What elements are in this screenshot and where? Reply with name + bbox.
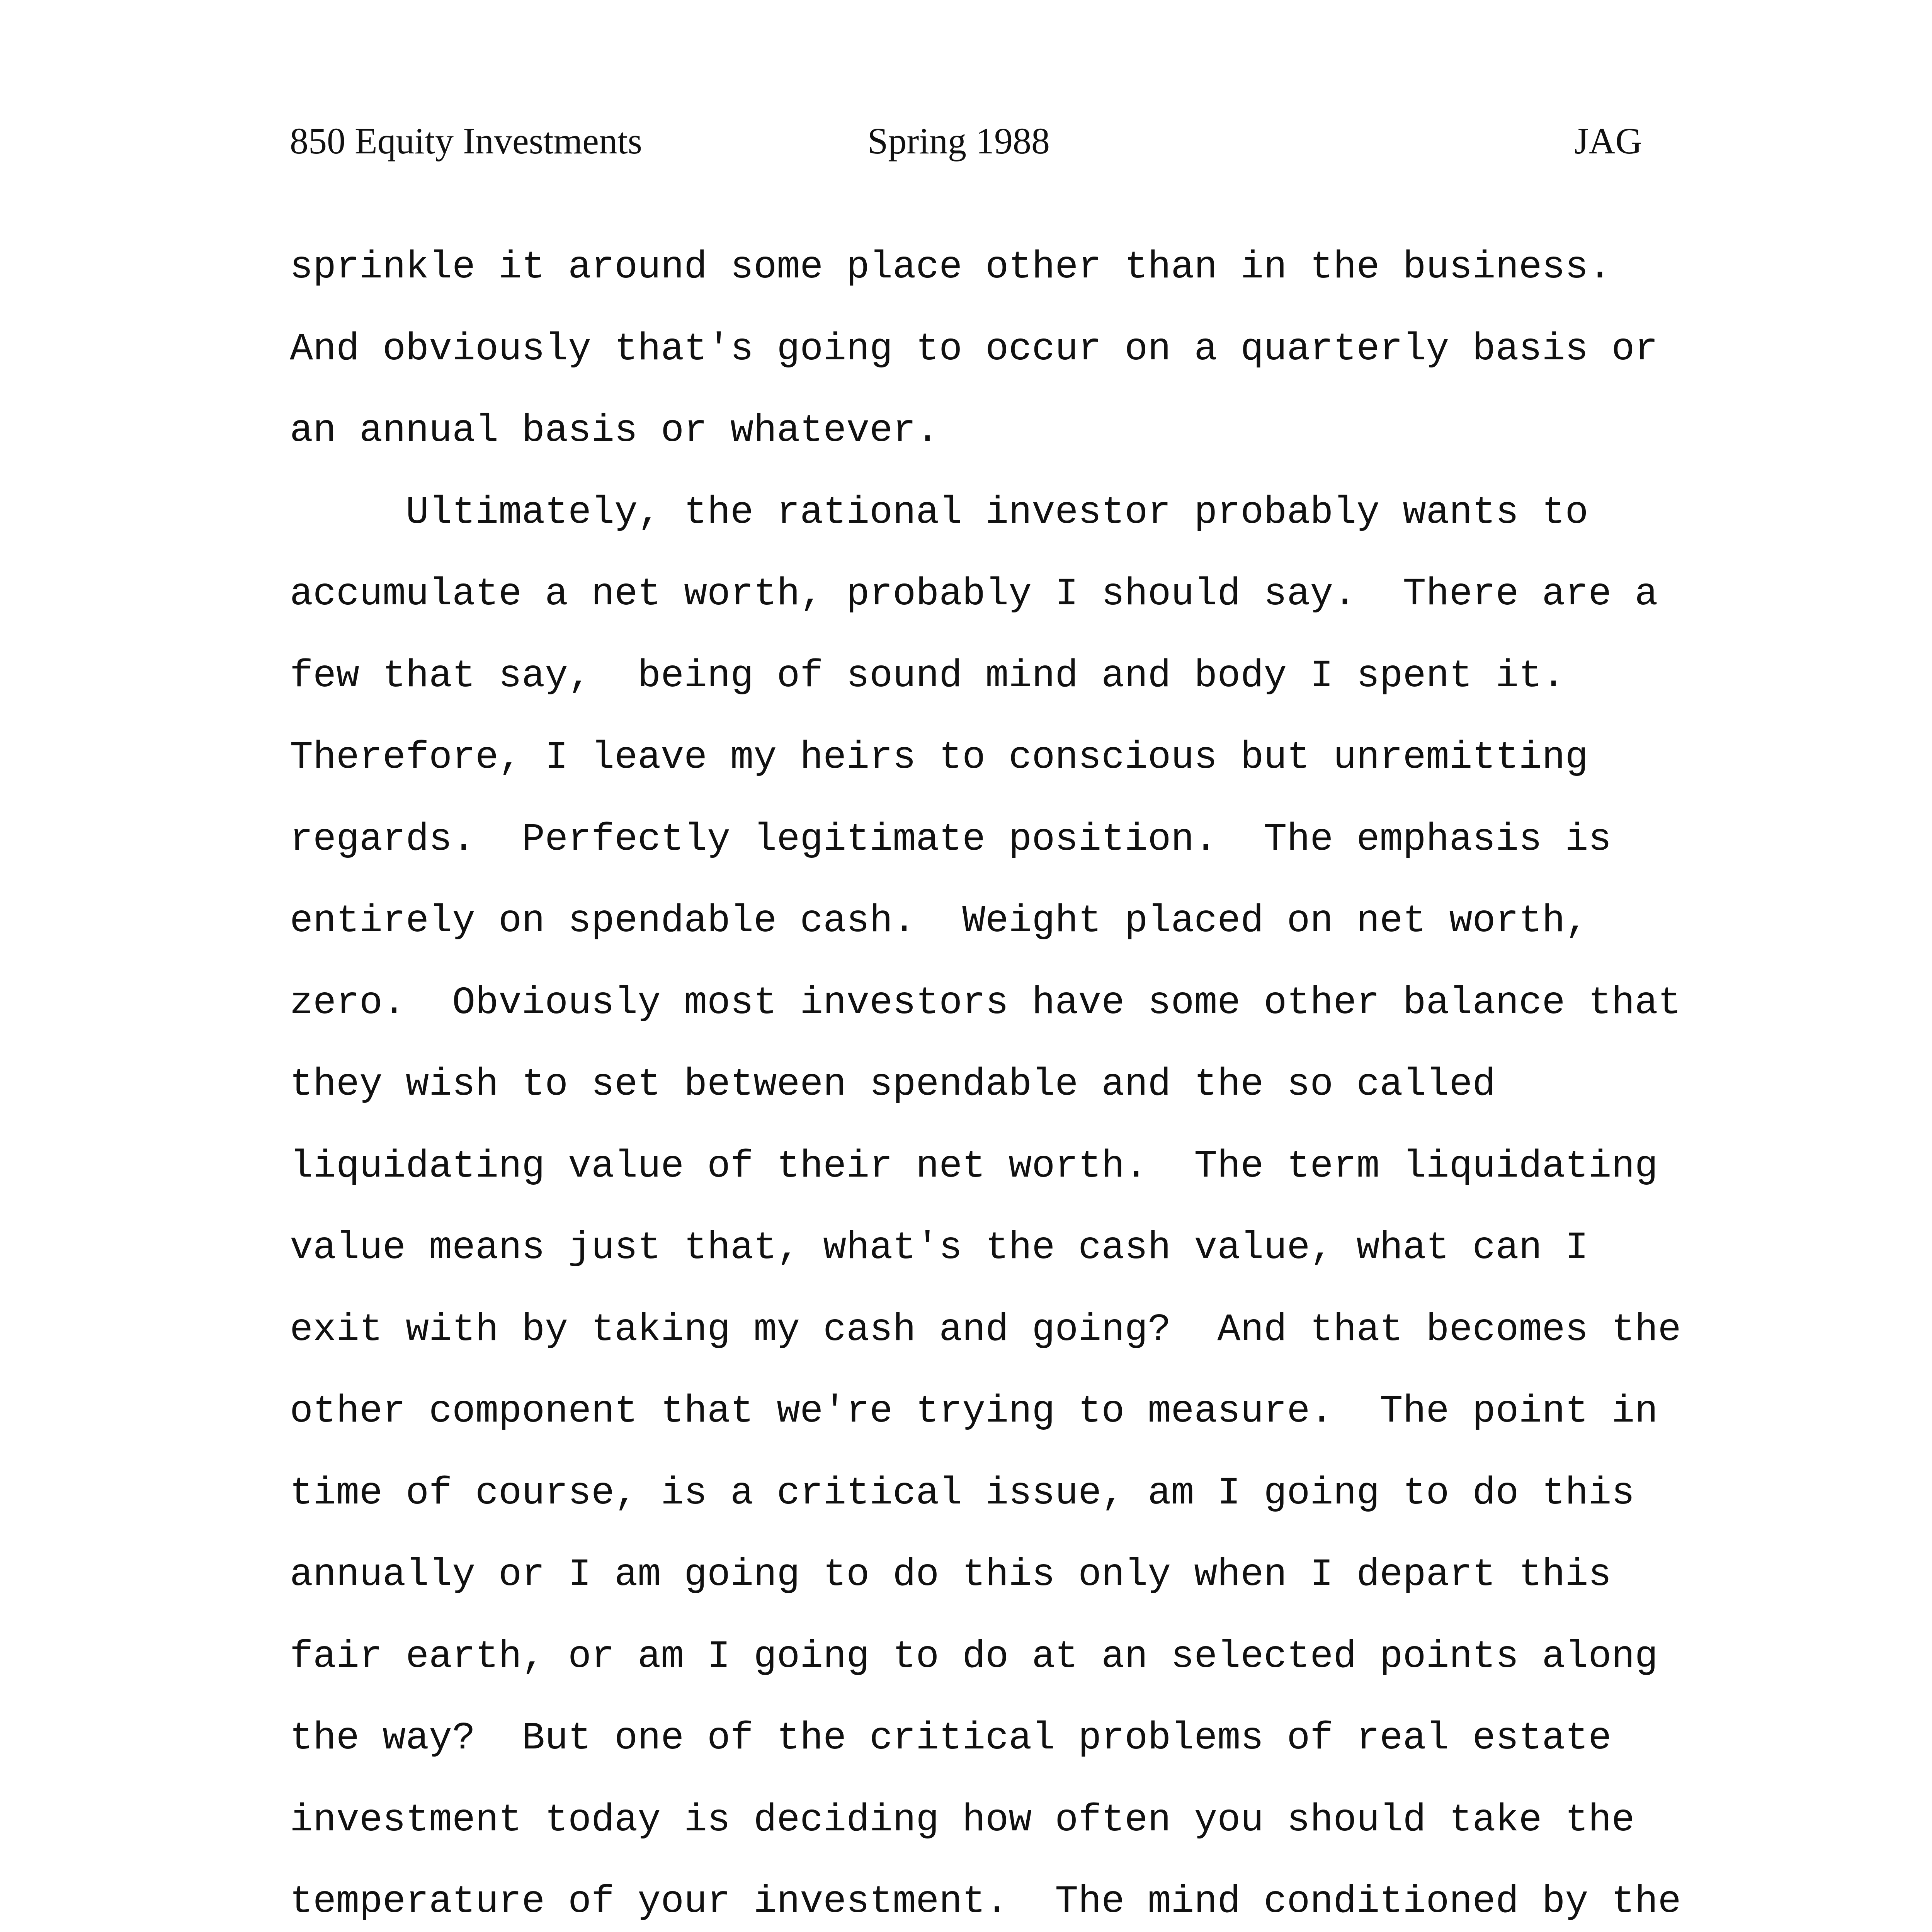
text-line: few that say, being of sound mind and body I spent it. [290,654,1565,698]
header-course-title: 850 Equity Investments [290,120,642,162]
text-line: annually or I am going to do this only when I depart this [290,1553,1612,1597]
header-author-initials: JAG [1574,120,1642,162]
text-line: Therefore, I leave my heirs to conscious but unremitting [290,736,1588,780]
text-line: entirely on spendable cash. Weight placed on net worth, [290,900,1588,943]
text-line: an annual basis or whatever. [290,409,939,453]
text-line: sprinkle it around some place other than in the business. [290,246,1612,289]
header-term: Spring 1988 [867,120,1050,162]
text-line: liquidating value of their net worth. The term liquidating [290,1145,1658,1189]
text-line: they wish to set between spendable and the so called [290,1063,1496,1107]
text-line: the way? But one of the critical problems of real estate [290,1717,1612,1760]
text-line: temperature of your investment. The mind conditioned by the [290,1880,1681,1924]
text-line: time of course, is a critical issue, am I going to do this [290,1471,1635,1515]
text-line: fair earth, or am I going to do at an selected points along [290,1635,1658,1679]
text-line: value means just that, what's the cash value, what can I [290,1226,1588,1270]
text-line: accumulate a net worth, probably I should say. There are a [290,573,1658,616]
text-line: zero. Obviously most investors have some other balance that [290,981,1681,1025]
text-line: exit with by taking my cash and going? And that becomes the [290,1308,1681,1352]
transcript-body [290,227,1681,1932]
text-line: regards. Perfectly legitimate position. The emphasis is [290,818,1612,862]
text-line: Ultimately, the rational investor probably wants to [290,491,1588,535]
text-line: other component that we're trying to measure. The point in [290,1390,1658,1434]
text-line: And obviously that's going to occur on a quarterly basis or [290,327,1658,371]
text-line: investment today is deciding how often you should take the [290,1798,1635,1842]
page-header [290,112,1642,170]
